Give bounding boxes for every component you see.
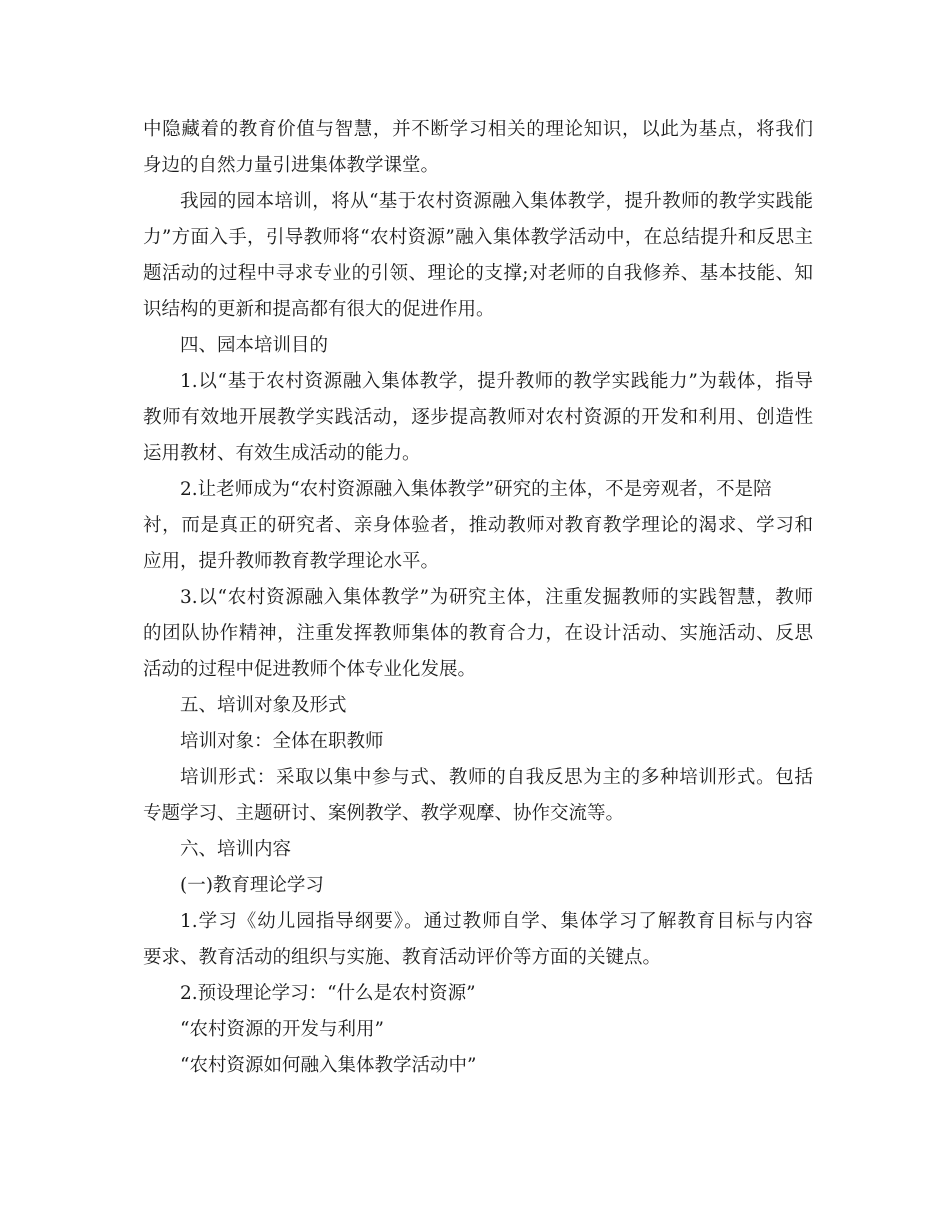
paragraph-line: 题活动的过程中寻求专业的引领、理论的支撑;对老师的自我修养、基本技能、知 [143, 263, 813, 284]
paragraph-line: 要求、教育活动的组织与实施、教育活动评价等方面的关键点。 [143, 947, 662, 968]
paragraph-line: 教师有效地开展教学实践活动，逐步提高教师对农村资源的开发和利用、创造性 [143, 407, 813, 428]
paragraph-line: 活动的过程中促进教师个体专业化发展。 [143, 659, 477, 680]
paragraph-line: 1.以“基于农村资源融入集体教学，提升教师的教学实践能力”为载体，指导 [180, 371, 813, 392]
section-heading: 五、培训对象及形式 [180, 695, 347, 716]
paragraph-line: 2.让老师成为“农村资源融入集体教学”研究的主体，不是旁观者，不是陪 [180, 479, 772, 500]
subsection-heading: (一)教育理论学习 [180, 875, 324, 896]
paragraph-line: 培训形式：采取以集中参与式、教师的自我反思为主的多种培训形式。包括 [180, 767, 813, 788]
paragraph-line: 的团队协作精神，注重发挥教师集体的教育合力，在设计活动、实施活动、反思 [143, 623, 813, 644]
paragraph-line: 1.学习《幼儿园指导纲要》。通过教师自学、集体学习了解教育目标与内容 [180, 911, 813, 932]
paragraph-line: 3.以“农村资源融入集体教学”为研究主体，注重发掘教师的实践智慧，教师 [180, 587, 813, 608]
paragraph-line: 衬，而是真正的研究者、亲身体验者，推动教师对教育教学理论的渴求、学习和 [143, 515, 813, 536]
document-body [143, 112, 813, 1084]
paragraph-line: “农村资源的开发与利用” [180, 1019, 384, 1040]
paragraph-line: 运用教材、有效生成活动的能力。 [143, 443, 421, 464]
paragraph-line: “农村资源如何融入集体教学活动中” [180, 1055, 477, 1076]
paragraph-line: 身边的自然力量引进集体教学课堂。 [143, 155, 440, 176]
section-heading: 六、培训内容 [180, 839, 292, 860]
paragraph-line: 我园的园本培训，将从“基于农村资源融入集体教学，提升教师的教学实践能 [180, 191, 813, 212]
paragraph-line: 专题学习、主题研讨、案例教学、教学观摩、协作交流等。 [143, 803, 625, 824]
section-heading: 四、园本培训目的 [180, 335, 329, 356]
paragraph-line: 应用，提升教师教育教学理论水平。 [143, 551, 440, 572]
paragraph-line: 中隐藏着的教育价值与智慧，并不断学习相关的理论知识，以此为基点，将我们 [143, 119, 813, 140]
paragraph-line: 2.预设理论学习：“什么是农村资源” [180, 983, 476, 1004]
paragraph-line: 识结构的更新和提高都有很大的促进作用。 [143, 299, 495, 320]
paragraph-line: 力”方面入手，引导教师将“农村资源”融入集体教学活动中，在总结提升和反思主 [143, 227, 813, 248]
paragraph-line: 培训对象：全体在职教师 [180, 731, 384, 752]
